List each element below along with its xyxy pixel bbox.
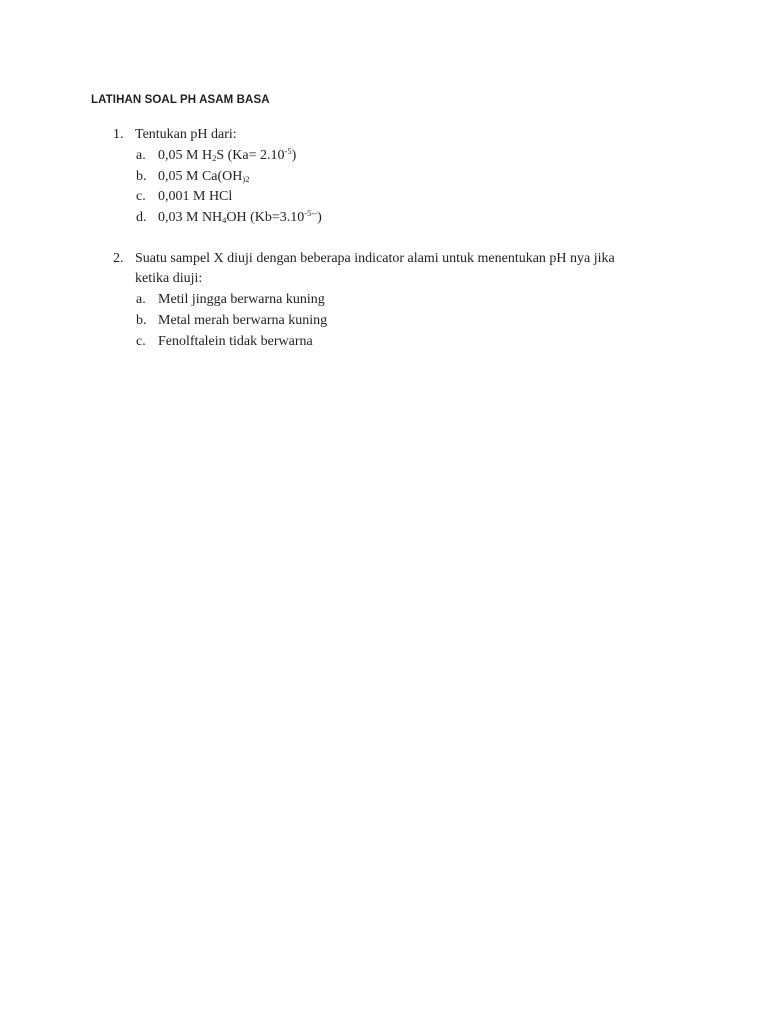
option-letter: c. <box>136 189 146 204</box>
document-title: LATIHAN SOAL PH ASAM BASA <box>91 94 270 106</box>
option-text: 0,05 M $Ca(OH_{)2}$ <box>158 169 250 184</box>
question-number: 1. <box>113 127 124 142</box>
option-text: Metil jingga berwarna kuning <box>158 292 325 307</box>
option-text: 0,05 M $H_2S$ $(Ka= 2.10^{-5})$ <box>158 146 297 163</box>
option-letter: b. <box>136 313 147 328</box>
option-text: Fenolftalein tidak berwarna <box>158 334 313 349</box>
question-prompt: Tentukan pH dari: <box>135 127 237 142</box>
option-letter: a. <box>136 148 146 163</box>
option-letter: a. <box>136 292 146 307</box>
option-text: Metal merah berwarna kuning <box>158 313 328 328</box>
option-letter: b. <box>136 169 147 184</box>
question-prompt-line-2: ketika diuji: <box>135 271 203 286</box>
question-number: 2. <box>113 251 124 266</box>
option-letter: c. <box>136 334 146 349</box>
question-prompt-line-1: Suatu sampel X diuji dengan beberapa indicator alami untuk menentukan pH nya jika <box>135 251 615 266</box>
option-text: 0,03 M $NH_4OH$ $(Kb=3.10^{-5--})$ <box>158 208 322 225</box>
option-text: 0,001 M HCl <box>158 189 233 204</box>
option-letter: d. <box>136 210 147 225</box>
